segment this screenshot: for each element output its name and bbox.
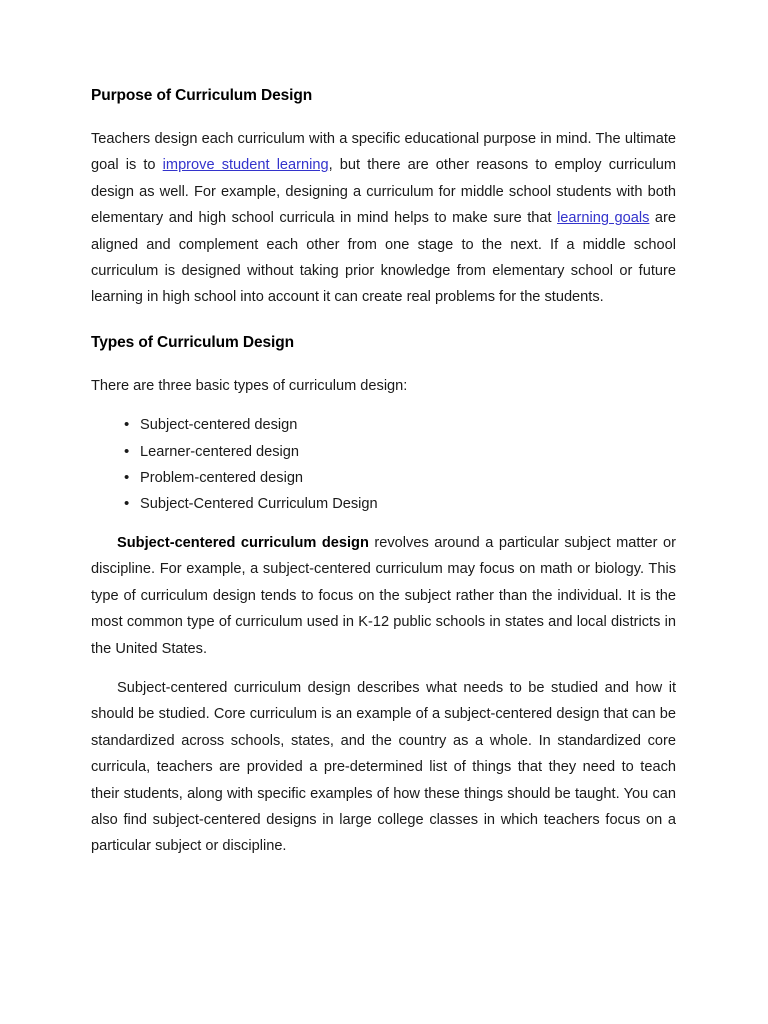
section-heading-purpose: Purpose of Curriculum Design <box>91 87 313 104</box>
bullet-icon: • <box>124 416 130 434</box>
paragraph-bold-lead: Subject-centered curriculum design <box>117 534 369 551</box>
bullet-icon: • <box>124 442 130 460</box>
paragraph-subject-centered-definition <box>91 530 676 662</box>
paragraph-subject-centered-description: Subject-centered curriculum design describes what needs to be studied and how it should be studied. Core curriculum is an example of a subject-centered design that can be standardized across schools, states, and the country as a whole. In standardized core curricula, teachers are provided a pre-determined list of things that they need to teach their students, along with specific examples of how these things should be taught. You can also find subject-centered designs in large college classes in which teachers focus on a particular subject or discipline. <box>91 679 676 855</box>
list-item <box>91 465 676 491</box>
paragraph-types-intro: There are three basic types of curriculum design: <box>91 377 408 394</box>
paragraph-text-suffix: are aligned and complement each other from one stage to the next. If a middle school curriculum is designed without taking prior knowledge from elementary school or future learning in high school into account it can create real problems for the students. <box>91 210 676 306</box>
link-improve-student-learning[interactable]: improve student learning <box>162 157 329 174</box>
list-item-label: Subject-Centered Curriculum Design <box>140 496 378 513</box>
list-item <box>91 439 676 465</box>
bullet-icon: • <box>124 469 130 487</box>
paragraph-text-prefix: Teachers design each curriculum with a specific educational purpose in mind. The ultimate goal is to <box>91 131 676 174</box>
list-item-label: Learner-centered design <box>140 443 300 460</box>
paragraph-purpose-intro <box>91 126 676 311</box>
list-item <box>91 412 676 438</box>
document-body <box>91 86 676 873</box>
list-item-label: Problem-centered design <box>140 470 304 487</box>
paragraph-bold-lead-rest: revolves around a particular subject matter or discipline. For example, a subject-centered curriculum may focus on math or biology. This type of curriculum design tends to focus on the subject rather than the individual. It is the most common type of curriculum used in K-12 public schools in states and local districts in the United States. <box>91 534 676 657</box>
link-learning-goals[interactable]: learning goals <box>557 210 650 227</box>
section-heading-types: Types of Curriculum Design <box>91 333 294 351</box>
paragraph-text-middle: , but there are other reasons to employ curriculum design as well. For example, designing a curriculum for middle school students with both elementary and high school curricula in mind helps to make sure that <box>91 157 677 227</box>
bullet-icon: • <box>124 495 130 513</box>
list-item <box>91 491 676 517</box>
list-item-label: Subject-centered design <box>140 417 298 434</box>
curriculum-types-list <box>91 412 676 518</box>
